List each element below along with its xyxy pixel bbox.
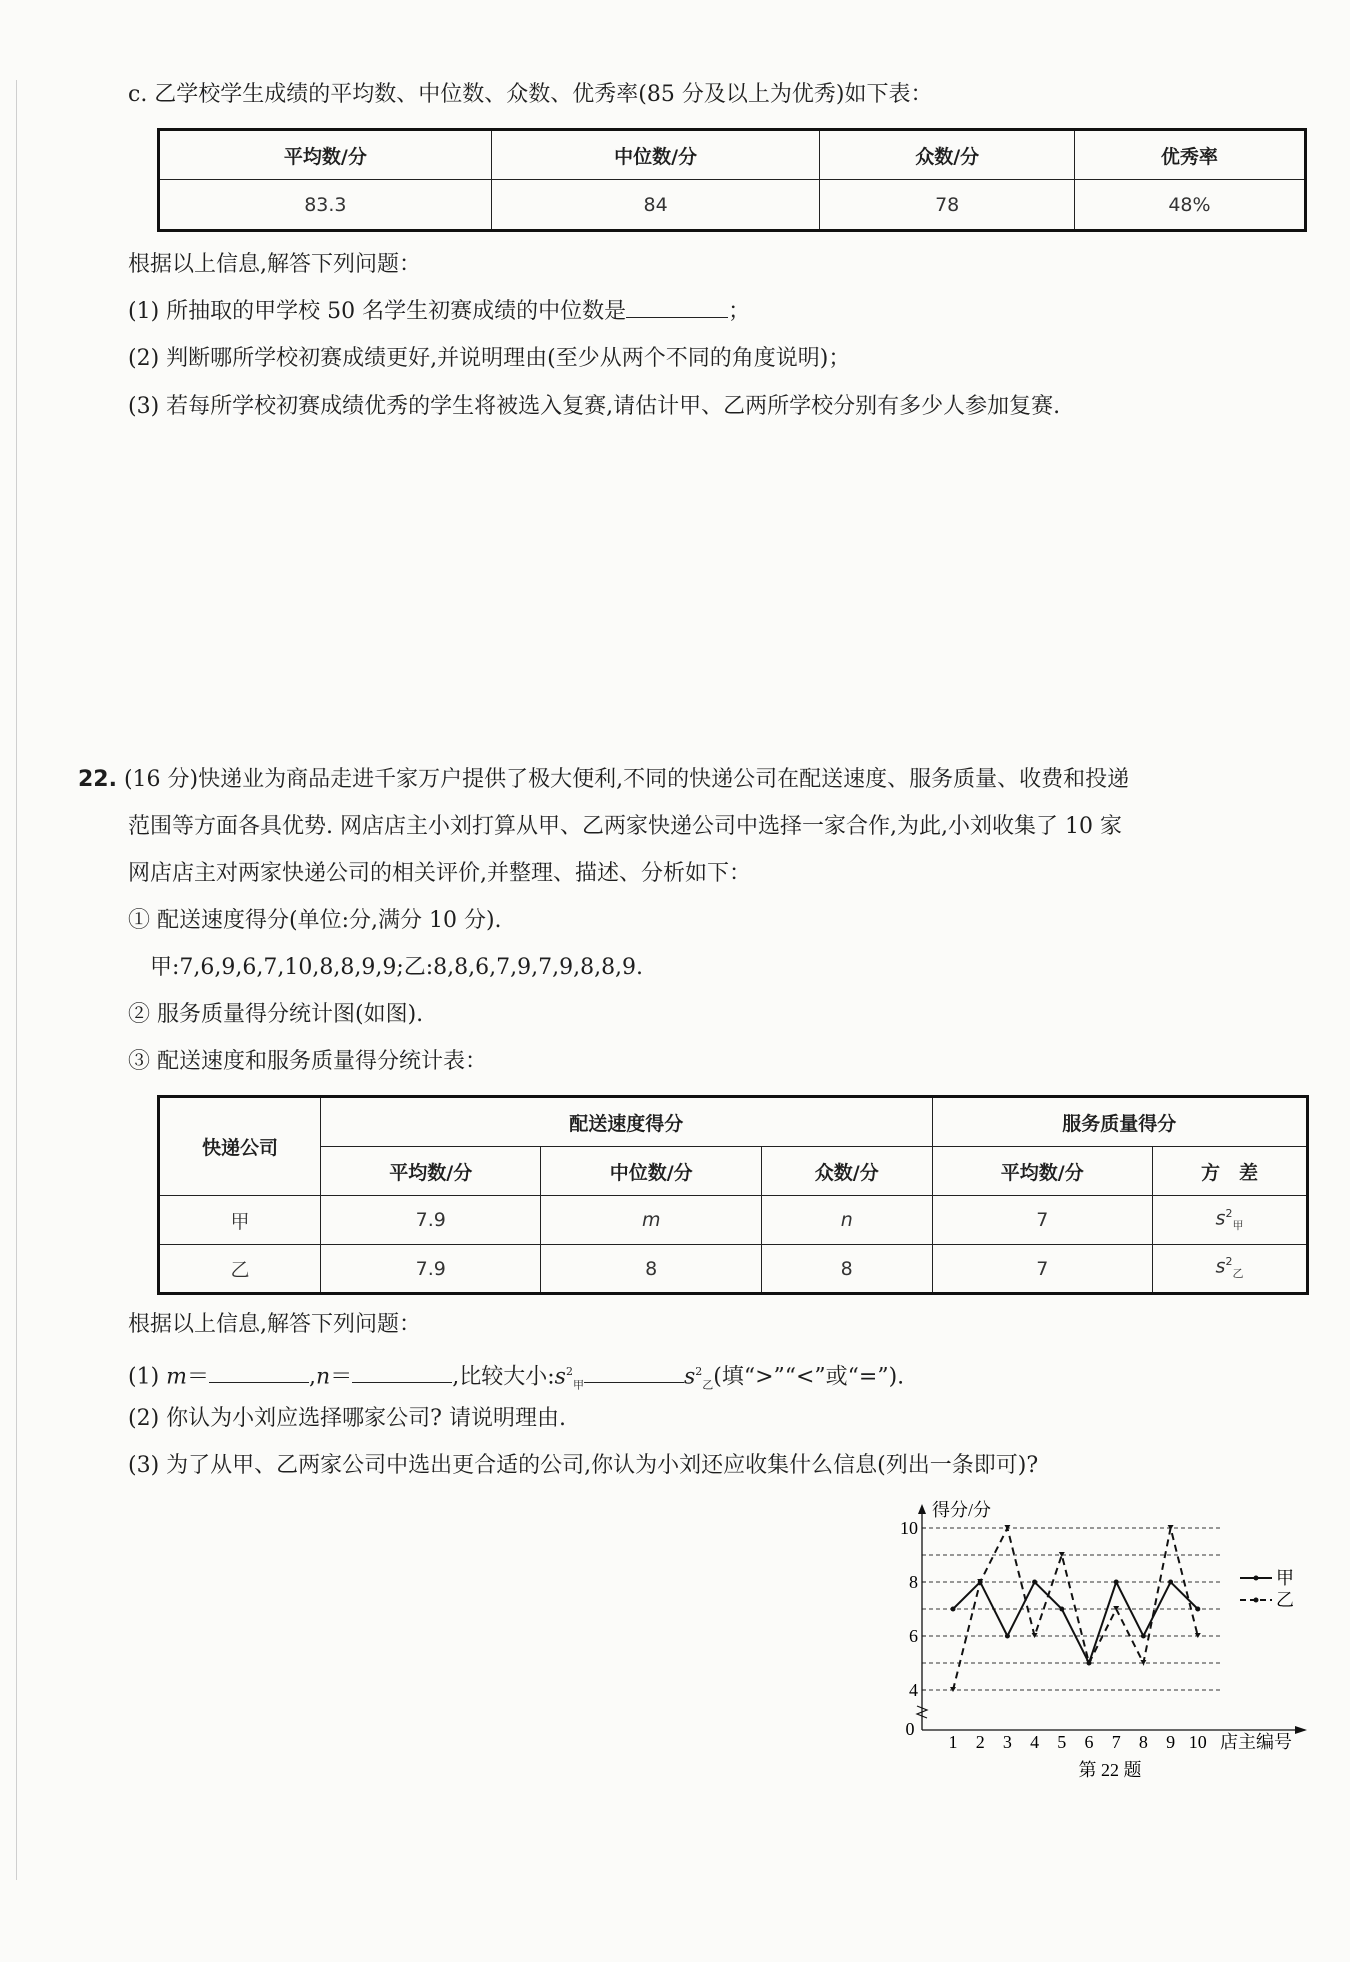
series-jia-point xyxy=(1168,1580,1173,1585)
table1-cell: 78 xyxy=(820,180,1074,231)
table2-cell: 7 xyxy=(932,1196,1152,1245)
table2-cell: n xyxy=(761,1196,932,1245)
table2-subheader: 平均数/分 xyxy=(932,1147,1152,1196)
question-22-3: (3) 为了从甲、乙两家公司中选出更合适的公司,你认为小刘还应收集什么信息(列出一条即可)? xyxy=(128,1453,1039,1478)
series-jia-point xyxy=(1059,1607,1064,1612)
table1-cell: 84 xyxy=(491,180,820,231)
x-axis-label: 店主编号 xyxy=(1220,1732,1292,1752)
question-22-stem-line1: 22. (16 分)快递业为商品走进千家万户提供了极大便利,不同的快递公司在配送速度、服务质量、收费和投递 xyxy=(78,767,1130,792)
table2-cell: $s^2_乙$ xyxy=(1152,1245,1307,1294)
x-tick-label: 1 xyxy=(948,1732,958,1752)
school-b-stats-table xyxy=(157,128,1307,232)
origin-label: 0 xyxy=(905,1719,915,1739)
series-jia-point xyxy=(1005,1634,1010,1639)
table2-subheader: 平均数/分 xyxy=(321,1147,541,1196)
series-jia-point xyxy=(1195,1607,1200,1612)
y-axis-label: 得分/分 xyxy=(932,1500,992,1520)
series-jia-point xyxy=(1032,1580,1037,1585)
x-tick-label: 6 xyxy=(1084,1732,1094,1752)
table2-cell: 8 xyxy=(541,1245,761,1294)
x-tick-label: 7 xyxy=(1111,1732,1121,1752)
series-jia-point xyxy=(1141,1634,1146,1639)
intro-text: 根据以上信息,解答下列问题： xyxy=(128,252,421,277)
table2-cell: $s^2_甲$ xyxy=(1152,1196,1307,1245)
item-3: ③ 配送速度和服务质量得分统计表： xyxy=(128,1049,487,1074)
question-22-stem-line3: 网店店主对两家快递公司的相关评价,并整理、描述、分析如下： xyxy=(128,861,751,886)
service-quality-chart xyxy=(900,1500,1320,1790)
answer-blank-n[interactable] xyxy=(352,1362,452,1383)
legend-marker xyxy=(1254,1598,1259,1603)
x-tick-label: 2 xyxy=(975,1732,985,1752)
question-22-2: (2) 你认为小刘应选择哪家公司? 请说明理由. xyxy=(128,1406,566,1431)
question-22-stem-line2: 范围等方面各具优势. 网店店主小刘打算从甲、乙两家快递公司中选择一家合作,为此,小刘收集了 10 家 xyxy=(128,814,1122,839)
item-1-data: 甲:7,6,9,6,7,10,8,8,9,9;乙:8,8,6,7,9,7,9,8,8,9. xyxy=(150,955,644,980)
series-jia-point xyxy=(951,1607,956,1612)
question-22-1: (1) m＝ ,n＝ ,比较大小$:s^2_甲$ $s^2_乙$(填“>”“<”或“=”). xyxy=(128,1364,905,1392)
series-jia-point xyxy=(1114,1580,1119,1585)
table2-subheader: 方 差 xyxy=(1152,1147,1307,1196)
answer-blank[interactable] xyxy=(626,297,728,318)
answer-blank-compare[interactable] xyxy=(584,1362,684,1383)
y-tick-label: 10 xyxy=(900,1518,918,1538)
series-jia-line xyxy=(953,1582,1198,1663)
table1-header: 众数/分 xyxy=(820,130,1074,180)
part-c-text: c. 乙学校学生成绩的平均数、中位数、众数、优秀率(85 分及以上为优秀)如下表： xyxy=(128,82,933,107)
table2-cell: 甲 xyxy=(159,1196,321,1245)
item-2: ② 服务质量得分统计图(如图). xyxy=(128,1002,424,1027)
table2-header: 快递公司 xyxy=(159,1097,321,1196)
question-21-3: (3) 若每所学校初赛成绩优秀的学生将被选入复赛,请估计甲、乙两所学校分别有多少人参加复赛. xyxy=(128,394,1061,419)
x-tick-label: 4 xyxy=(1030,1732,1040,1752)
courier-stats-table xyxy=(157,1095,1309,1295)
item-1: ① 配送速度得分(单位:分,满分 10 分). xyxy=(128,908,502,933)
answer-blank-m[interactable] xyxy=(209,1362,309,1383)
intro-text-2: 根据以上信息,解答下列问题： xyxy=(128,1312,421,1337)
question-21-2: (2) 判断哪所学校初赛成绩更好,并说明理由(至少从两个不同的角度说明)； xyxy=(128,346,851,371)
y-tick-label: 4 xyxy=(909,1680,918,1700)
table2-header: 配送速度得分 xyxy=(321,1097,933,1147)
axis-break xyxy=(917,1706,927,1718)
table1-header: 优秀率 xyxy=(1074,130,1305,180)
table2-header: 服务质量得分 xyxy=(932,1097,1307,1147)
legend-marker xyxy=(1254,1576,1259,1581)
x-axis-arrow xyxy=(1295,1726,1307,1734)
table2-subheader: 众数/分 xyxy=(761,1147,932,1196)
x-tick-label: 5 xyxy=(1057,1732,1067,1752)
table1-header: 中位数/分 xyxy=(491,130,820,180)
table2-cell: m xyxy=(541,1196,761,1245)
table1-cell: 48% xyxy=(1074,180,1305,231)
question-number: 22. xyxy=(78,767,117,792)
table1-header: 平均数/分 xyxy=(159,130,492,180)
x-tick-label: 3 xyxy=(1002,1732,1012,1752)
table1-cell: 83.3 xyxy=(159,180,492,231)
legend-label: 乙 xyxy=(1276,1590,1294,1610)
margin-rule xyxy=(16,80,17,1880)
chart-caption: 第 22 题 xyxy=(1078,1760,1142,1780)
table2-cell: 乙 xyxy=(159,1245,321,1294)
y-axis-arrow xyxy=(918,1504,926,1514)
y-tick-label: 6 xyxy=(909,1626,918,1646)
table2-cell: 8 xyxy=(761,1245,932,1294)
x-tick-label: 10 xyxy=(1188,1732,1207,1752)
table2-cell: 7 xyxy=(932,1245,1152,1294)
table2-subheader: 中位数/分 xyxy=(541,1147,761,1196)
question-21-1: (1) 所抽取的甲学校 50 名学生初赛成绩的中位数是 ； xyxy=(128,299,751,324)
table2-cell: 7.9 xyxy=(321,1196,541,1245)
x-tick-label: 9 xyxy=(1166,1732,1176,1752)
legend-label: 甲 xyxy=(1276,1568,1294,1588)
x-tick-label: 8 xyxy=(1138,1732,1148,1752)
y-tick-label: 8 xyxy=(909,1572,918,1592)
table2-cell: 7.9 xyxy=(321,1245,541,1294)
